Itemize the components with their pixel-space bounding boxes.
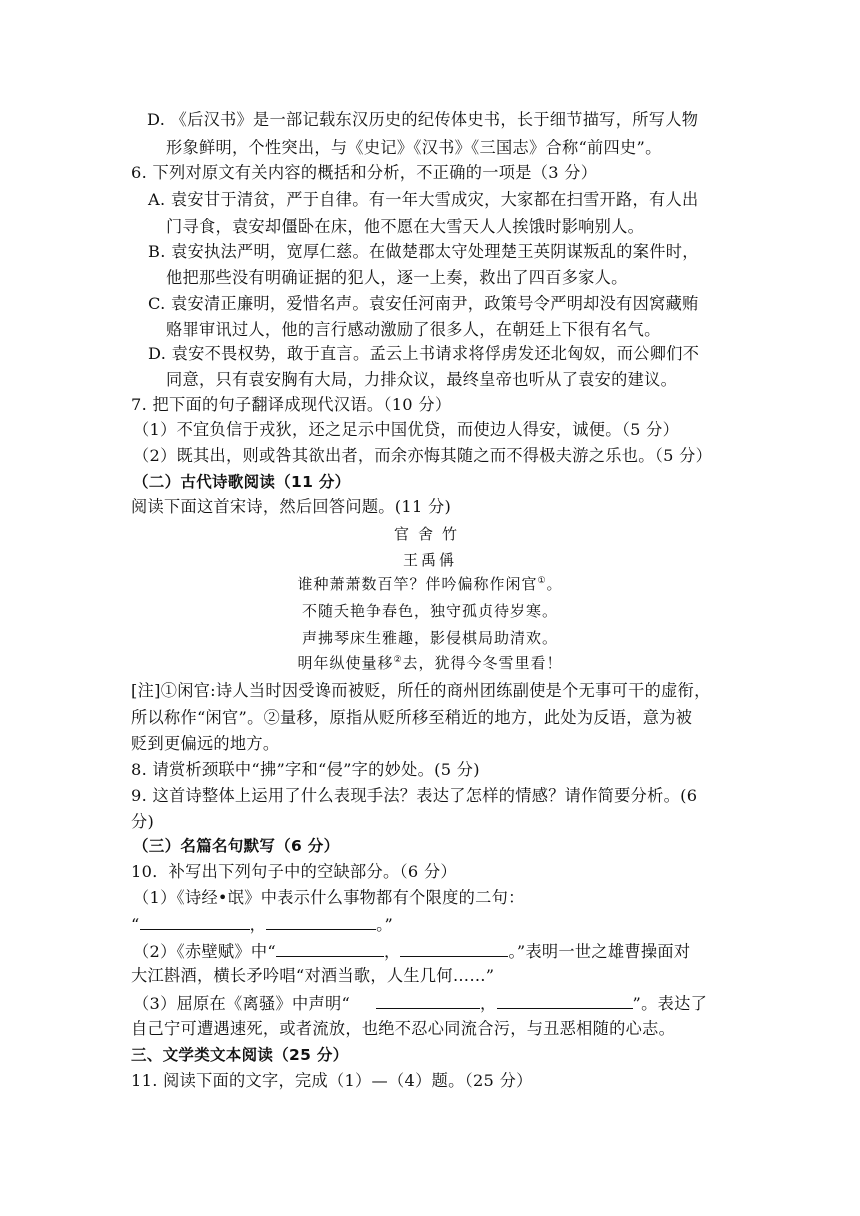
q7-sentence-2: （2）既其出，则或咎其欲出者，而余亦悔其随之而不得极夫游之乐也。（5 分）: [133, 446, 713, 465]
poem-line-1-end: 。: [546, 575, 563, 593]
q9-stem-line2: 分): [131, 812, 155, 831]
open-quote: “: [131, 915, 140, 934]
q10-part3-suffix: ”。表达了: [632, 994, 708, 1013]
poem-line-1: [0, 574, 860, 594]
poem-author: 王禹偁: [402, 551, 457, 569]
q6-option-a-line2: 门寻食，袁安却僵卧在床，他不愿在大雪天人人挨饿时影响别人。: [166, 217, 645, 236]
comma: ，: [480, 994, 497, 1013]
q6-stem: 6. 下列对原文有关内容的概括和分析，不正确的一项是（3 分）: [131, 163, 598, 182]
q6-option-c-line2: 赂罪审讯过人，他的言行感动激励了很多人，在朝廷上下很有名气。: [166, 320, 661, 339]
q6-option-d-line1: D. 袁安不畏权势，敢于直言。孟云上书请求将俘虏发还北匈奴，而公卿们不: [148, 344, 700, 363]
poem-line-3: 声拂琴床生雅趣，影侵棋局助清欢。: [301, 629, 558, 647]
q9-stem-line1: 9. 这首诗整体上运用了什么表现手法？表达了怎样的情感？请作简要分析。(6: [131, 786, 698, 805]
q6-option-b-line2: 他把那些没有明确证据的犯人，逐一上奏，救出了四百多家人。: [166, 268, 628, 287]
q6-option-d-line2: 同意，只有袁安胸有大局，力排众议，最终皇帝也听从了袁安的建议。: [166, 370, 678, 389]
part3-heading: 三、文学类文本阅读（25 分）: [131, 1046, 349, 1064]
poem-line-2: 不随夭艳争春色，独守孤贞待岁寒。: [301, 602, 558, 620]
q10-part2-prefix: （2）《赤壁赋》中“: [133, 942, 276, 961]
q10-part3-prefix: （3）屈原在《离骚》中声明“: [133, 994, 351, 1013]
q7-stem: 7. 把下面的句子翻译成现代汉语。（10 分）: [131, 395, 452, 414]
q10-part1-answer-line: [131, 914, 393, 935]
answer-blank-4[interactable]: [400, 941, 508, 957]
poem-line-4-a: 明年纵使量移: [297, 654, 394, 672]
poem-line-1-text: 谁种萧萧数百竿？伴吟偏称作闲官: [297, 575, 538, 593]
comma: ，: [249, 915, 267, 934]
poem-note-line2: 所以称作“闲官”。②量移，原指从贬所移至稍近的地方，此处为反语，意为被: [131, 708, 693, 727]
q7-sentence-1: （1）不宜负信于戎狄，还之足示中国优贷，而使边人得安，诚便。（5 分）: [133, 420, 680, 439]
close-quote: 。”: [376, 915, 394, 934]
q6-option-a-line1: A. 袁安甘于清贫，严于自律。有一年大雪成灾，大家都在扫雪开路，有人出: [148, 190, 699, 209]
poem-note-line3: 贬到更偏远的地方。: [131, 734, 280, 753]
q5-option-d-line1: D. 《后汉书》是一部记载东汉历史的纪传体史书，长于细节描写，所写人物: [147, 110, 699, 129]
q10-part3-line2: 自己宁可遭遇速死，或者流放，也绝不忍心同流合污，与丑恶相随的心志。: [131, 1019, 676, 1038]
q10-part2-suffix: 。”表明一世之雄曹操面对: [508, 942, 691, 961]
poetry-intro: 阅读下面这首宋诗，然后回答问题。(11 分): [131, 497, 452, 516]
answer-blank-3[interactable]: [276, 941, 384, 957]
q8-stem: 8. 请赏析颈联中“拂”字和“侵”字的妙处。(5 分): [131, 760, 480, 779]
q10-part2-line1: [133, 941, 690, 962]
q6-option-b-line1: B. 袁安执法严明，宽厚仁慈。在做楚郡太守处理楚王英阴谋叛乱的案件时，: [148, 242, 699, 261]
poem-line-4-b: 去，犹得今冬雪里看！: [402, 654, 563, 672]
comma: ，: [383, 942, 401, 961]
answer-blank-1[interactable]: [140, 914, 250, 930]
q10-part2-line2: 大江斟酒，横长矛吟唱“对酒当歌，人生几何……”: [131, 966, 495, 985]
poem-note-line1: [注]①闲官:诗人当时因受谗而被贬，所任的商州团练副使是个无事可干的虚衔，: [131, 681, 711, 700]
q10-part3-line1: [133, 993, 707, 1014]
footnote-marker-1: ①: [537, 576, 547, 586]
answer-blank-5[interactable]: [376, 993, 480, 1009]
q10-part1-prompt: （1）《诗经•氓》中表示什么事物都有个限度的二句：: [133, 888, 525, 907]
q5-option-d-line2: 形象鲜明，个性突出，与《史记》《汉书》《三国志》合称“前四史”。: [166, 138, 662, 157]
section-poetry-heading: （二）古代诗歌阅读（11 分）: [133, 473, 351, 491]
q10-stem: 10．补写出下列句子中的空缺部分。（6 分）: [131, 862, 457, 881]
poem-line-4: [0, 653, 860, 673]
q11-stem: 11. 阅读下面的文字，完成（1）—（4）题。（25 分）: [131, 1071, 533, 1090]
section-dictation-heading: （三）名篇名句默写（6 分）: [133, 837, 340, 855]
footnote-marker-2: ②: [393, 655, 403, 665]
answer-blank-6[interactable]: [497, 993, 633, 1009]
poem-title: 官舍竹: [393, 525, 466, 543]
q6-option-c-line1: C. 袁安清正廉明，爱惜名声。袁安任河南尹，政策号令严明却没有因窝藏贿: [148, 294, 699, 313]
answer-blank-2[interactable]: [266, 914, 376, 930]
